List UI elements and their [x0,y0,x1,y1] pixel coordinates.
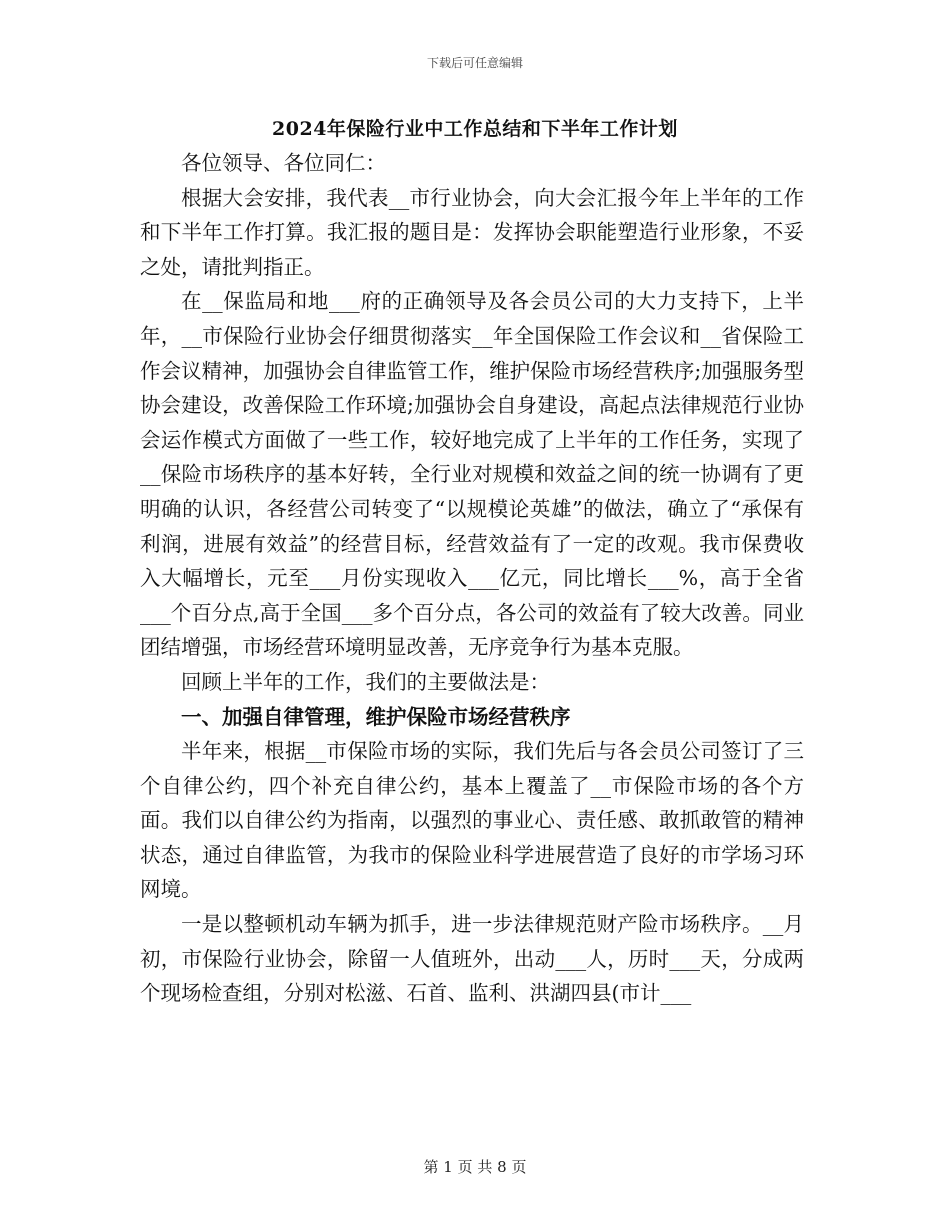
document-body [140,146,804,1011]
paragraph-summary: 在__保监局和地___府的正确领导及各会员公司的大力支持下，上半年，__市保险行业协会仔细贯彻落实__年全国保险工作会议和__省保险工作会议精神，加强协会自律监管工作，维护保险市场经营秩序;加强服务型协会建设，改善保险工作环境;加强协会自身建设，高起点法律规范行业协会运作模式方面做了一些工作，较好地完成了上半年的工作任务，实现了__保险市场秩序的基本好转，全行业对规模和效益之间的统一协调有了更明确的认识，各经营公司转变了“以规模论英雄”的做法，确立了“承保有利润，进展有效益”的经营目标，经营效益有了一定的改观。我市保费收入大幅增长，元至___月份实现收入___亿元，同比增长___%，高于全省___个百分点,高于全国___多个百分点，各公司的效益有了较大改善。同业团结增强，市场经营环境明显改善，无序竞争行为基本克服。 [140,289,804,660]
paragraph-vehicle-rectification: 一是以整顿机动车辆为抓手，进一步法律规范财产险市场秩序。__月初，市保险行业协会，除留一人值班外，出动___人，历时___天，分成两个现场检查组，分别对松滋、石首、监利、洪湖四县(市计___ [140,912,804,1006]
paragraph-review: 回顾上半年的工作，我们的主要做法是： [181,669,550,694]
section-heading-1: 一、加强自律管理，维护保险市场经营秩序 [181,704,571,729]
header-note: 下载后可任意编辑 [426,56,523,70]
paragraph-intro: 根据大会安排，我代表__市行业协会，向大会汇报今年上半年的工作和下半年工作打算。我汇报的题目是：发挥协会职能塑造行业形象，不妥之处，请批判指正。 [140,185,804,279]
paragraph-self-discipline: 半年来，根据__市保险市场的实际，我们先后与各会员公司签订了三个自律公约，四个补充自律公约，基本上覆盖了__市保险市场的各个方面。我们以自律公约为指南，以强烈的事业心、责任感、敢抓敢管的精神状态，通过自律监管，为我市的保险业科学进展营造了良好的市学场习环网境。 [140,739,804,902]
paragraph-salutation: 各位领导、各位同仁： [181,151,386,175]
document-title: 2024年保险行业中工作总结和下半年工作计划 [272,118,678,140]
page-number: 第 1 页 共 8 页 [423,1158,527,1176]
